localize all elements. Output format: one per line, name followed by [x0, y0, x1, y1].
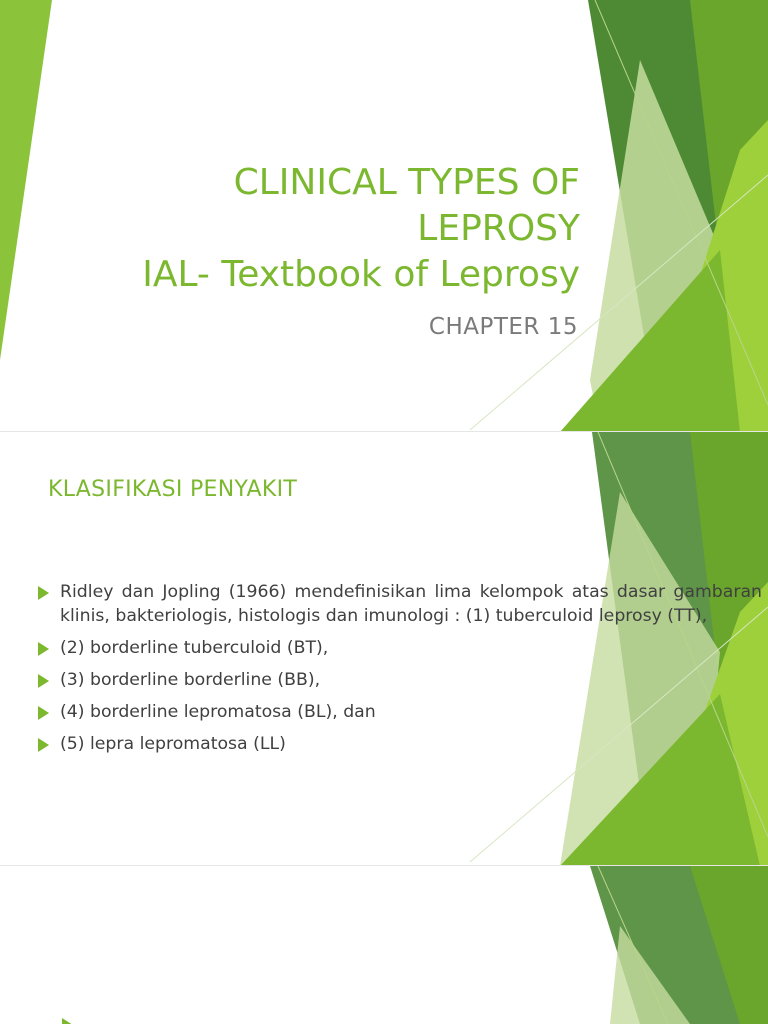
- bullet-item: [38, 668, 762, 692]
- title-line: CLINICAL TYPES OF: [233, 162, 580, 203]
- bullet-item: [38, 580, 762, 628]
- bullet-text: Ridley dan Jopling (1966) mendefinisikan lima kelompok atas dasar gambaran klinis, bakteriologis, histologis dan imunologi : (1) tuberculoid leprosy (TT),: [60, 582, 762, 626]
- slide-subtitle: CHAPTER 15: [428, 314, 578, 340]
- section-heading: KLASIFIKASI PENYAKIT: [48, 477, 298, 502]
- bullet-text: (4) borderline lepromatosa (BL), dan: [60, 702, 376, 722]
- bullet-text: (2) borderline tuberculoid (BT),: [60, 638, 329, 658]
- bullet-item: [38, 700, 762, 724]
- bullet-arrow-icon: [62, 1018, 73, 1024]
- bullet-item: [38, 636, 762, 660]
- bullet-arrow-icon: [38, 738, 49, 752]
- title-line: IAL- Textbook of Leprosy: [142, 254, 580, 295]
- bullet-arrow-icon: [38, 586, 49, 600]
- slide-title-text: [20, 160, 580, 298]
- slide-title: [0, 0, 768, 432]
- bullet-text: (3) borderline borderline (BB),: [60, 670, 321, 690]
- slide-classification: [0, 432, 768, 866]
- bullet-text: (5) lepra lepromatosa (LL): [60, 734, 286, 754]
- bullet-item: [38, 732, 762, 756]
- green-facet-decoration: [0, 866, 768, 1024]
- bullet-list: [38, 580, 762, 764]
- bullet-arrow-icon: [38, 706, 49, 720]
- bullet-arrow-icon: [38, 642, 49, 656]
- title-line: LEPROSY: [417, 208, 580, 249]
- slide-partial: [0, 866, 768, 1024]
- bullet-arrow-icon: [38, 674, 49, 688]
